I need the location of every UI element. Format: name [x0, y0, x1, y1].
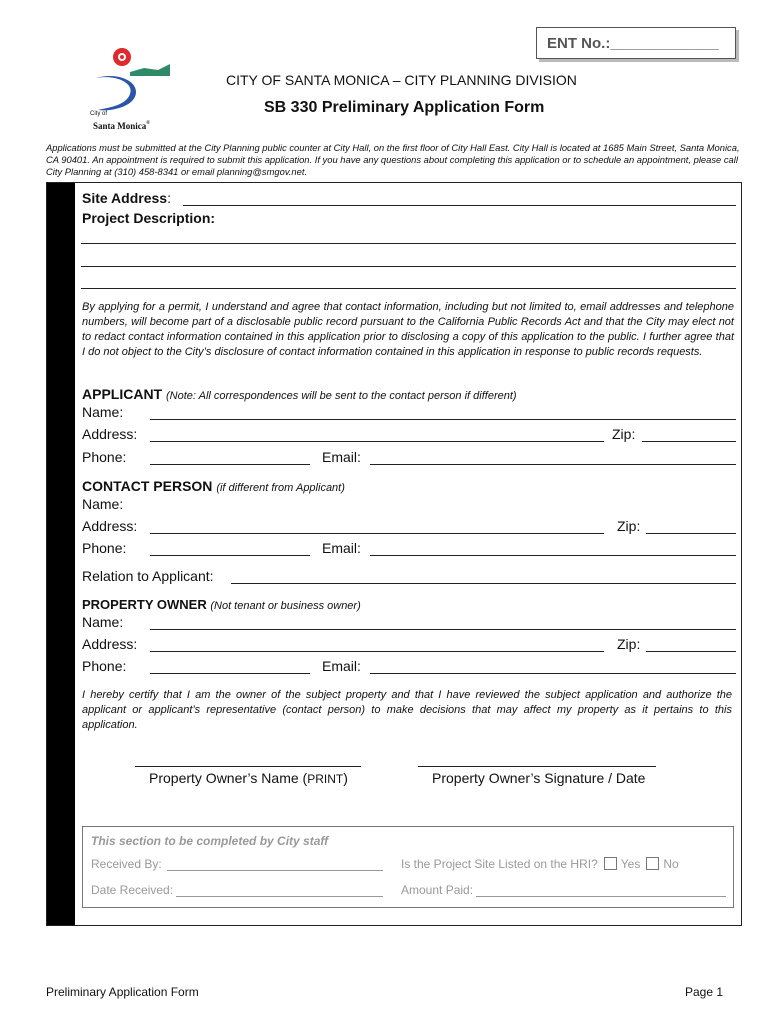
- logo-city-of: City of: [90, 111, 108, 117]
- contact-heading-text: CONTACT PERSON: [82, 478, 213, 494]
- amount-paid-label: Amount Paid:: [401, 883, 474, 897]
- applicant-email-label: Email:: [322, 449, 361, 465]
- contact-phone-field[interactable]: [150, 555, 310, 556]
- owner-zip-label: Zip:: [617, 636, 641, 652]
- applicant-address-label: Address:: [82, 426, 138, 442]
- owner-signature-field[interactable]: [418, 766, 656, 767]
- date-received-field[interactable]: [176, 896, 383, 897]
- certify-text: I hereby certify that I am the owner of the subject property and that I have reviewed the subject application and authorize the applicant or applicant’s representative (contact person) to make decisions that may affect my property as it pertains to this application.: [82, 689, 732, 731]
- owner-heading: [82, 597, 361, 612]
- footer-page-number: Page 1: [685, 985, 724, 999]
- applicant-heading-text: APPLICANT: [82, 386, 163, 402]
- city-logo: [90, 42, 190, 138]
- contact-address-label: Address:: [82, 518, 138, 534]
- applicant-phone-field[interactable]: [150, 464, 310, 465]
- applicant-name-label: Name:: [82, 404, 124, 420]
- owner-email-field[interactable]: [370, 673, 736, 674]
- owner-name-field[interactable]: [150, 629, 736, 630]
- site-address-colon: :: [167, 190, 171, 206]
- contact-zip-label: Zip:: [617, 518, 641, 534]
- hri-yes-label: Yes: [620, 857, 641, 871]
- relation-label: Relation to Applicant:: [82, 568, 214, 584]
- applicant-email-field[interactable]: [370, 464, 736, 465]
- owner-address-field[interactable]: [150, 651, 604, 652]
- hri-no-checkbox[interactable]: [646, 857, 659, 870]
- applicant-name-field[interactable]: [150, 419, 736, 420]
- page-title: SB 330 Preliminary Application Form: [264, 99, 545, 116]
- site-address-field[interactable]: [183, 205, 736, 206]
- owner-phone-field[interactable]: [150, 673, 310, 674]
- print-word: PRINT: [307, 772, 344, 786]
- logo-trademark: ®: [146, 121, 151, 126]
- relation-field[interactable]: [231, 583, 736, 584]
- owner-heading-text: PROPERTY OWNER: [82, 597, 207, 612]
- owner-name-print-field[interactable]: [135, 766, 361, 767]
- hri-question: [401, 857, 679, 871]
- staff-heading: This section to be completed by City staff: [91, 834, 329, 848]
- logo-santa-monica: [93, 121, 150, 131]
- owner-name-print-text: Property Owner’s Name (: [149, 770, 308, 786]
- contact-zip-field[interactable]: [646, 533, 736, 534]
- applicant-phone-label: Phone:: [82, 449, 127, 465]
- contact-address-field[interactable]: [150, 533, 604, 534]
- general-information-frame: [46, 182, 742, 926]
- ent-label: ENT No.:: [547, 35, 611, 52]
- intro-text: Applications must be submitted at the City Planning public counter at City Hall, on the first floor of City Hall East. City Hall is located at 1685 Main Street, Santa Monica, CA 90401. An appointment is required to submit this application. If you have any questions about completing this application or to schedule an appointment, please call City Planning at (310) 458-8341 or email planning@smgov.net.: [46, 142, 740, 177]
- hri-yes-checkbox[interactable]: [604, 857, 617, 870]
- sidebar-label: GENERAL INFORMATION: [104, 643, 116, 815]
- owner-signature-label: Property Owner’s Signature / Date: [432, 770, 646, 786]
- ent-value: _____________: [610, 35, 719, 52]
- project-description-field-3[interactable]: [81, 288, 736, 289]
- print-close: ): [343, 770, 348, 786]
- owner-phone-label: Phone:: [82, 658, 127, 674]
- received-by-field[interactable]: [167, 870, 383, 871]
- site-address-text: Site Address: [82, 190, 168, 206]
- contact-note: (if different from Applicant): [216, 482, 345, 494]
- santa-monica-logo-icon: [90, 42, 190, 122]
- contact-phone-label: Phone:: [82, 540, 127, 556]
- date-received-label: Date Received:: [91, 883, 174, 897]
- owner-email-label: Email:: [322, 658, 361, 674]
- contact-email-field[interactable]: [370, 555, 736, 556]
- hri-no-label: No: [663, 857, 679, 871]
- applicant-zip-label: Zip:: [612, 426, 636, 442]
- division-heading: CITY OF SANTA MONICA – CITY PLANNING DIVISION: [226, 72, 577, 88]
- applicant-zip-field[interactable]: [642, 441, 736, 442]
- project-description-field-1[interactable]: [81, 243, 736, 244]
- contact-name-label: Name:: [82, 496, 124, 512]
- hri-question-text: Is the Project Site Listed on the HRI?: [401, 857, 598, 871]
- applicant-heading: [82, 386, 517, 402]
- ent-number-box: [536, 27, 736, 59]
- applicant-note: (Note: All correspondences will be sent to the contact person if different): [166, 390, 517, 402]
- disclosure-text: By applying for a permit, I understand and agree that contact information, including but not limited to, email addresses and telephone numbers, will become part of a disclosable public record pursuant to the California Public Records Act and that the City may elect not to redact contact information contained in this application prior to disclosing a copy of this application to the public. I further agree that I do not object to the City’s disclosure of contact information contained in this application in response to public records requests.: [82, 301, 734, 358]
- site-address-label: [82, 190, 171, 206]
- project-description-field-2[interactable]: [81, 266, 736, 267]
- footer-form-name: Preliminary Application Form: [46, 985, 199, 999]
- owner-name-label: Name:: [82, 614, 124, 630]
- owner-zip-field[interactable]: [646, 651, 736, 652]
- owner-note: (Not tenant or business owner): [210, 600, 361, 612]
- applicant-address-field[interactable]: [150, 441, 604, 442]
- project-description-label: Project Description:: [82, 210, 216, 226]
- owner-address-label: Address:: [82, 636, 138, 652]
- owner-name-print-label: [149, 770, 348, 786]
- logo-name-text: Santa Monica: [93, 121, 147, 131]
- received-by-label: Received By:: [91, 857, 162, 871]
- amount-paid-field[interactable]: [476, 896, 726, 897]
- contact-heading: [82, 478, 345, 494]
- contact-email-label: Email:: [322, 540, 361, 556]
